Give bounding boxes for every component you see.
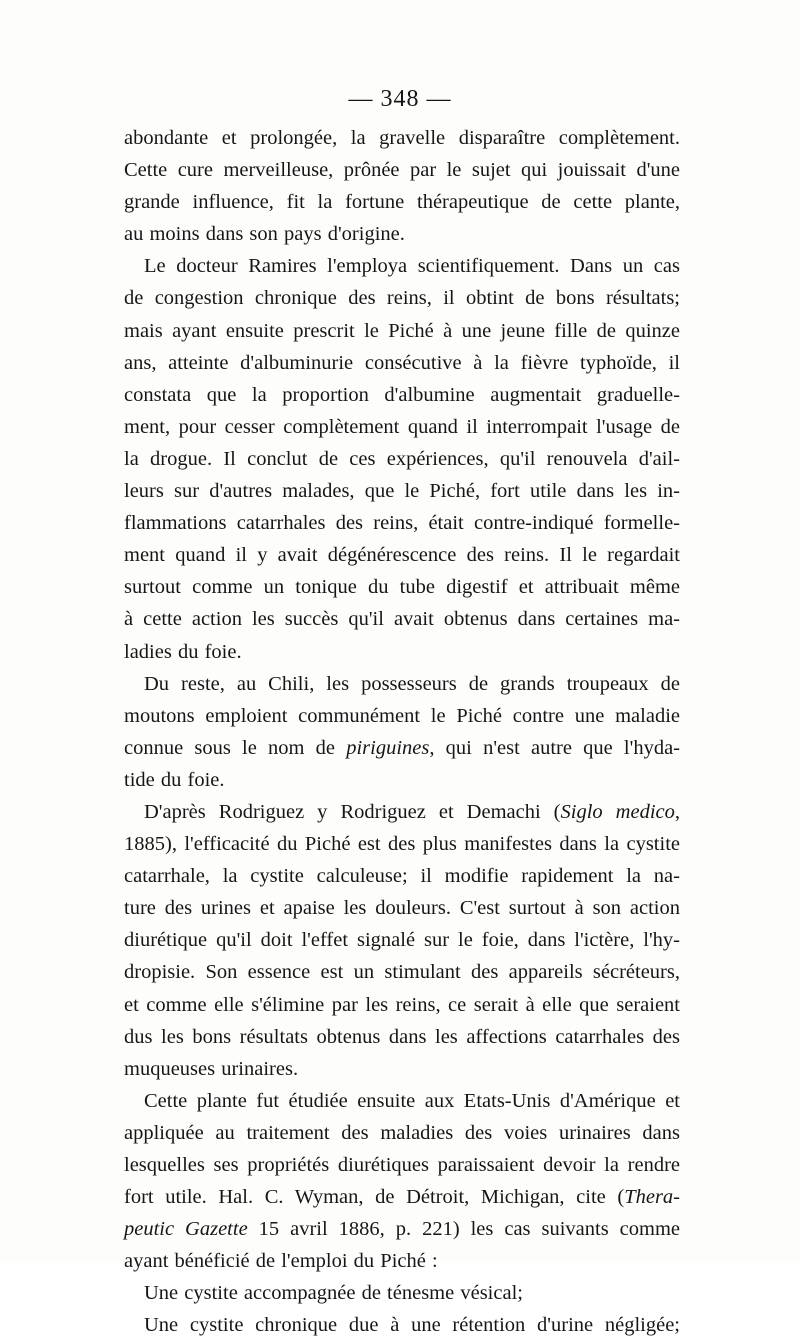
text-segment: fort utile. Hal. C. Wyman, de Détroit, Michigan, cite ( [124,1186,625,1209]
text-line: dropisie. Son essence est un stimulant des appareils sécréteurs, [124,961,680,984]
text-line: au moins dans son pays d'origine. [124,223,405,246]
text-line: muqueuses urinaires. [124,1057,299,1080]
text-line: mais ayant ensuite prescrit le Piché à une jeune fille de quinze [124,319,680,342]
italic-title: piriguines [346,736,430,759]
text-line: ladies du foie. [124,640,242,663]
text-line: de congestion chronique des reins, il obtint de bons résultats; [124,287,680,310]
text-line: appliquée au traitement des maladies des voies urinaires dans [124,1121,680,1144]
body-text [124,122,680,1342]
italic-title: Siglo medico [560,800,675,823]
text-segment: connue sous le nom de [124,736,347,759]
italic-title: peutic Gazette [124,1218,248,1241]
text-line: diurétique qu'il doit l'effet signalé sur le foie, dans l'ictère, l'hy- [124,929,680,952]
text-line: Le docteur Ramires l'employa scientifiquement. Dans un cas [144,255,680,278]
text-line: Une cystite chronique due à une rétention d'urine négligée; [144,1314,680,1337]
text-line [124,1181,680,1213]
text-line: moutons emploient communément le Piché contre une maladie [124,704,680,727]
text-segment: , [674,800,680,823]
text-line [124,1213,680,1245]
italic-title: Thera- [624,1186,680,1209]
text-line: dus les bons résultats obtenus dans les affections catarrhales des [124,1025,680,1048]
text-line: constata que la proportion d'albumine augmentait graduelle- [124,383,680,406]
text-line: Cette plante fut étudiée ensuite aux Etats-Unis d'Amérique et [144,1089,680,1112]
text-line: flammations catarrhales des reins, était contre-indiqué formelle- [124,512,680,535]
text-segment: D'après Rodriguez y Rodriguez et Demachi ( [144,800,561,823]
text-line: ment, pour cesser complètement quand il interrompait l'usage de [124,415,680,438]
text-line: ment quand il y avait dégénérescence des reins. Il le regardait [124,544,680,567]
text-line: ture des urines et apaise les douleurs. C'est surtout à son action [124,897,680,920]
text-line: Du reste, au Chili, les possesseurs de grands troupeaux de [144,672,680,695]
text-line [124,796,680,828]
text-line: surtout comme un tonique du tube digestif et attribuait même [124,576,680,599]
text-line: 1885), l'efficacité du Piché est des plus manifestes dans la cystite [124,833,680,856]
text-line: abondante et prolongée, la gravelle disparaître complètement. [124,127,680,149]
text-line: leurs sur d'autres malades, que le Piché, fort utile dans les in- [124,480,680,503]
text-line: catarrhale, la cystite calculeuse; il modifie rapidement la na- [124,865,680,888]
text-line: Une cystite accompagnée de ténesme vésical; [144,1282,523,1305]
text-line: Cette cure merveilleuse, prônée par le sujet qui jouissait d'une [124,159,680,182]
text-segment: 15 avril 1886, p. 221) les cas suivants comme [247,1218,680,1241]
text-line: ayant bénéficié de l'emploi du Piché : [124,1250,438,1273]
text-line: à cette action les succès qu'il avait obtenus dans certaines ma- [124,608,680,631]
text-line: la drogue. Il conclut de ces expériences, qu'il renouvela d'ail- [124,447,680,470]
text-line: ans, atteinte d'albuminurie consécutive à la fièvre typhoïde, il [124,351,680,374]
text-line: grande influence, fit la fortune thérapeutique de cette plante, [124,191,680,214]
text-line: tide du foie. [124,768,225,791]
text-line: lesquelles ses propriétés diurétiques paraissaient devoir la rendre [124,1154,680,1176]
text-line [124,732,680,764]
text-line: et comme elle s'élimine par les reins, ce serait à elle que seraient [124,993,680,1016]
text-segment: , qui n'est autre que l'hyda- [429,736,680,759]
page-number: — 348 — [348,86,452,112]
